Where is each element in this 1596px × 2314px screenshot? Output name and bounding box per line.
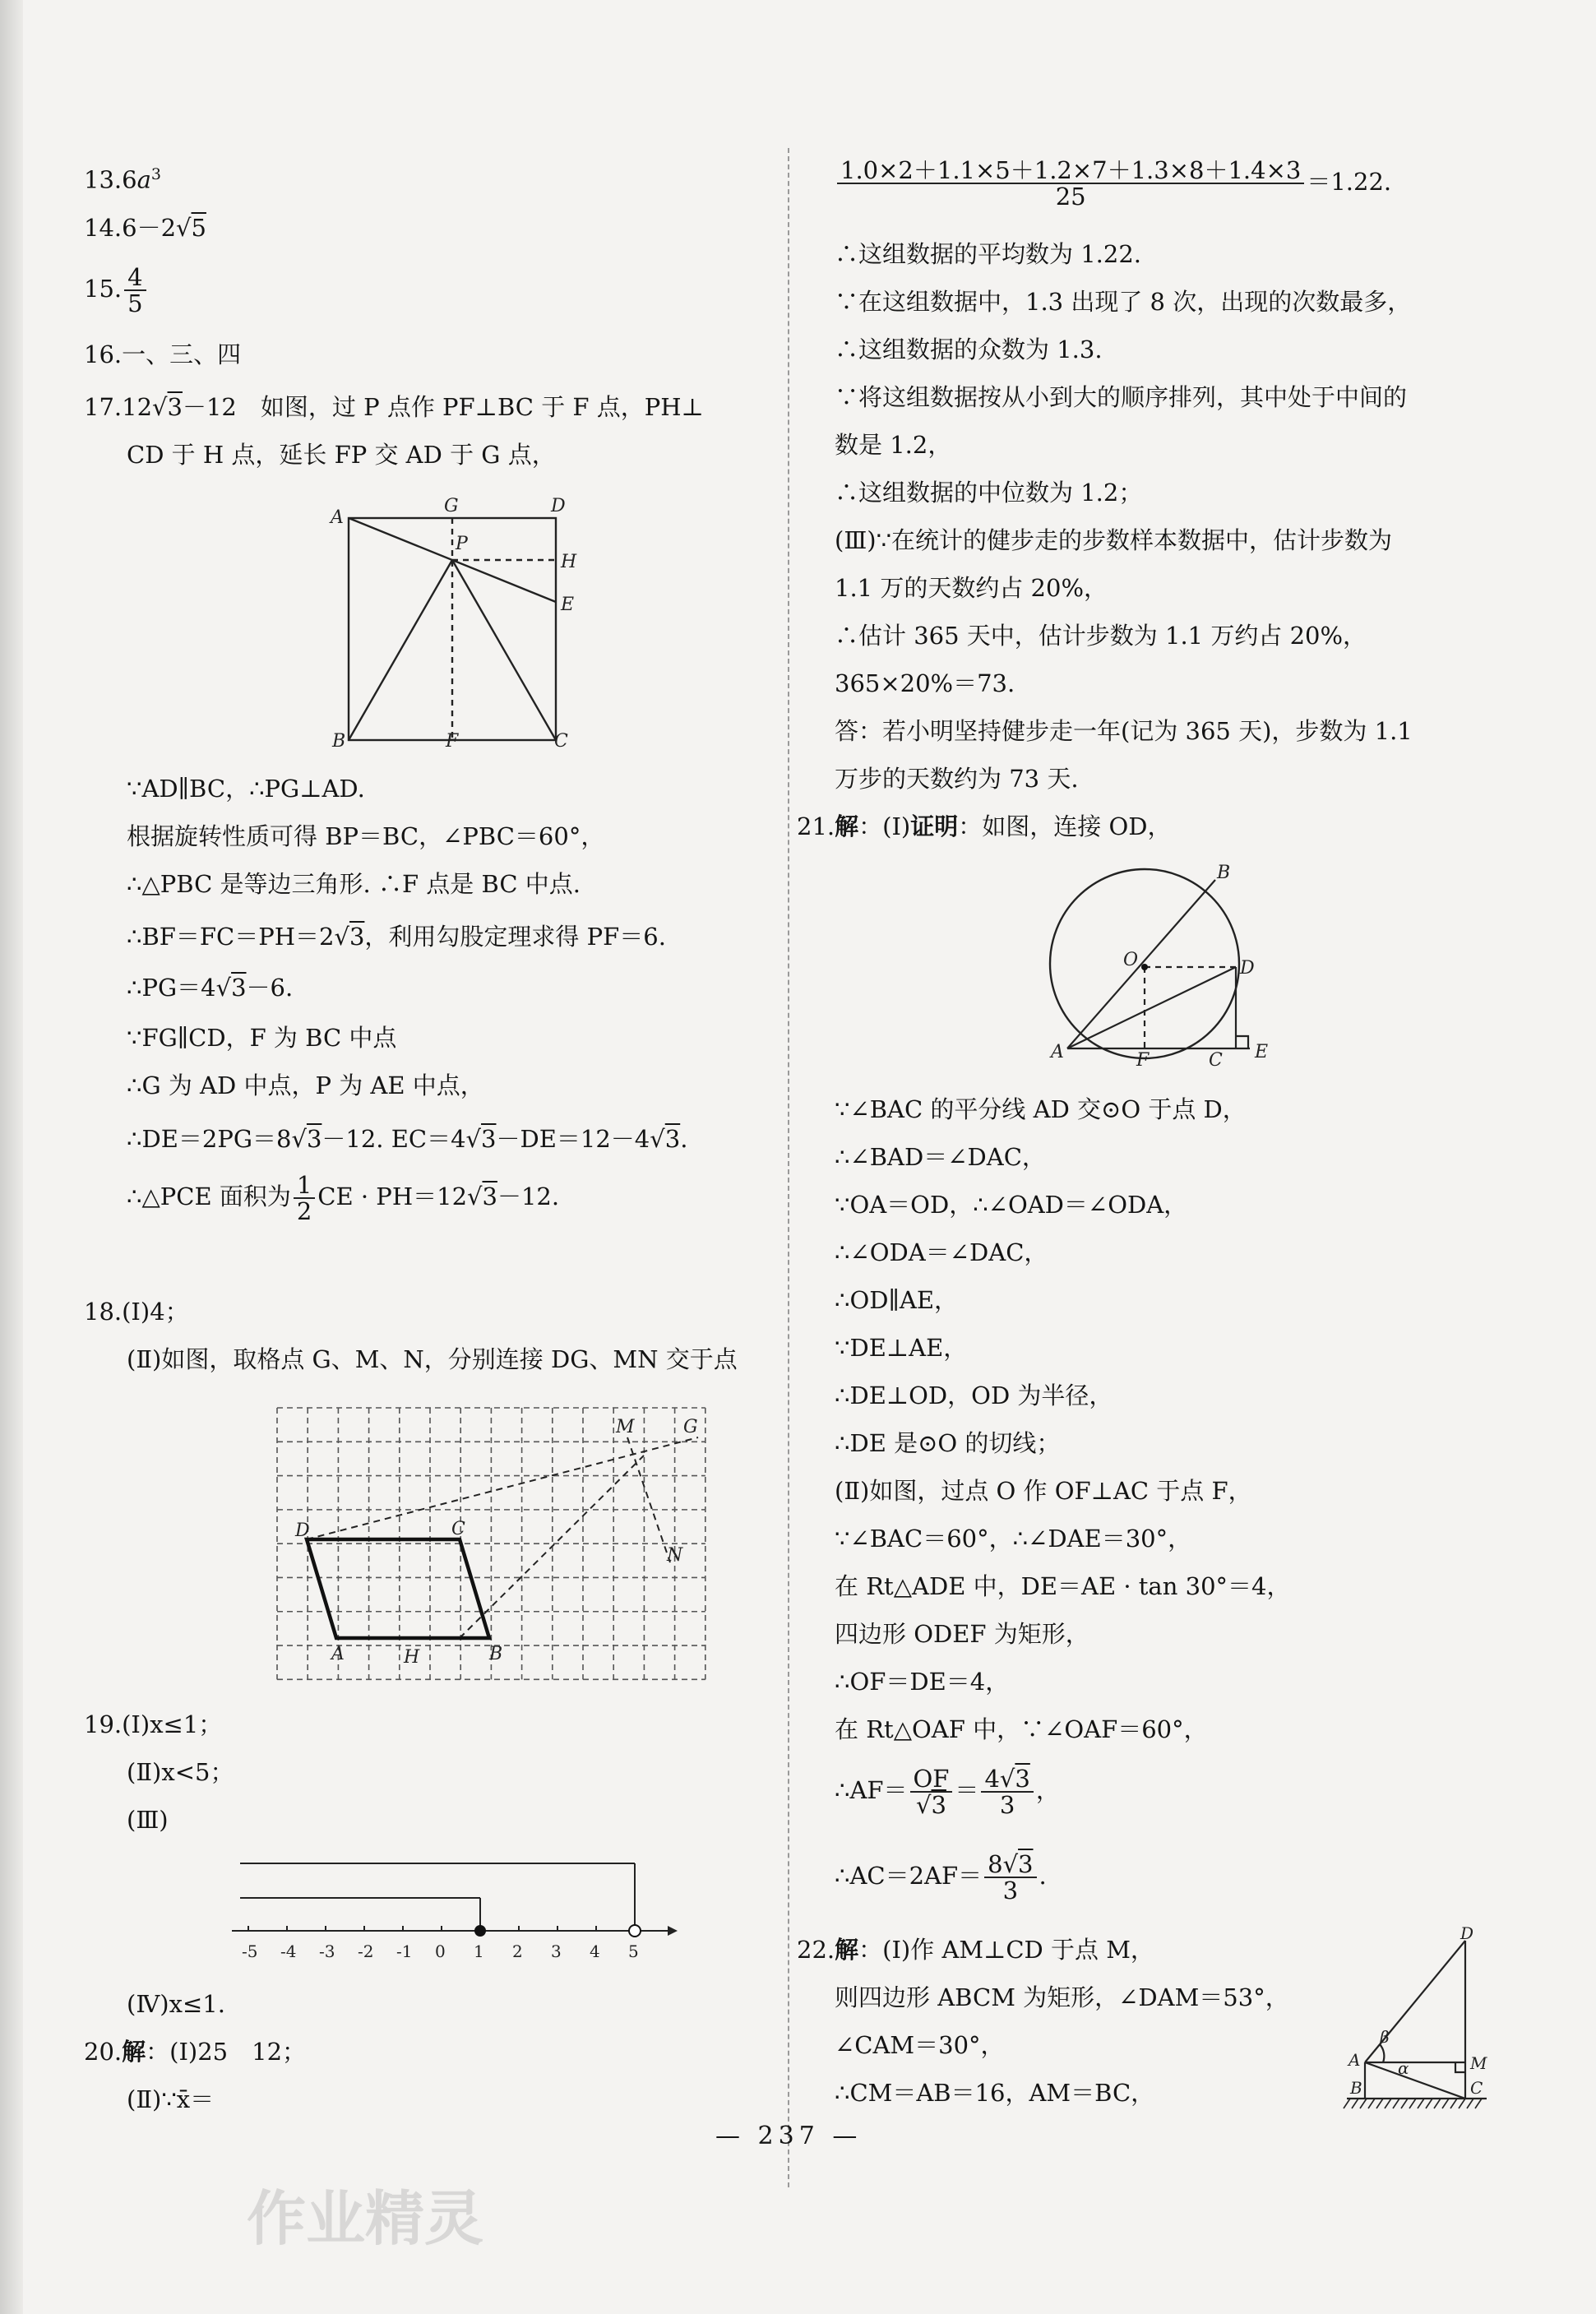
figure-circle [1044,863,1291,1069]
right-line-10: ∴估计 365 天中，估计步数为 1.1 万约占 20%， [835,622,1367,650]
grid-label-C: C [451,1519,465,1539]
circle-label-C: C [1209,1050,1223,1071]
answer-15-fraction [124,265,146,316]
ground-hatch [1442,2099,1449,2108]
af-frac-2-num: 4√3 [981,1766,1033,1793]
figure-grid [277,1408,705,1679]
af-frac-1-den: √3 [916,1791,946,1819]
number-line-tick-label: 4 [590,1941,600,1961]
watermark: 作业精灵 [247,2184,484,2253]
grid-label-H: H [404,1647,420,1668]
answer-21-jie: 解 [835,812,859,840]
answer-21-number: 21. [797,812,835,840]
ground-hatch [1426,2099,1432,2108]
answer-20-number: 20. [84,2038,123,2066]
circle-label-D: D [1240,958,1255,979]
center-dot [1141,964,1148,970]
ac-frac [984,1852,1036,1903]
answer-15-text: 15. [84,275,123,303]
figure-square [331,496,659,752]
number-line-tick-label: 2 [512,1941,523,1961]
answer-21-line-11: ∵∠BAC＝60°，∴∠DAE＝30°， [835,1525,1192,1553]
ground-hatch [1450,2099,1457,2108]
ground-hatch [1360,2099,1367,2108]
answer-17-head-post: －12 如图，过 P 点作 PF⊥BC 于 F 点，PH⊥ [182,393,704,421]
right-line-7: ∴这组数据的中位数为 1.2； [835,479,1143,507]
tower-label-A: A [1349,2050,1361,2070]
segment-PC [452,560,556,740]
number-line [224,1842,758,1965]
ground-hatch [1352,2099,1358,2108]
label-P: P [456,534,468,554]
answer-21-line-16 [835,1766,1060,1817]
label-A: A [331,507,344,528]
answer-18-line-2: (Ⅱ)如图，取格点 G、M、N，分别连接 DG、MN 交于点 [127,1345,738,1373]
answer-17-line-9: ∴G 为 AD 中点，P 为 AE 中点， [127,1071,484,1099]
segment-AC [1365,2062,1465,2099]
ac-frac-coef: 8 [988,1850,1003,1878]
answer-21-line-2: ∵∠BAC 的平分线 AD 交⊙O 于点 D， [835,1095,1247,1123]
answer-21-proof: 证明 [910,812,959,840]
af-frac-1 [910,1766,953,1817]
answer-17-head-rad: 3 [167,393,183,421]
ground-hatch [1475,2099,1482,2108]
ground-hatch [1376,2099,1383,2108]
ground-hatch [1401,2099,1408,2108]
number-line-tick-label: -1 [396,1941,413,1961]
answer-17-l10-r1: 3 [306,1125,322,1153]
right-angle-M [1455,2062,1465,2072]
ac-frac-den: 3 [1002,1877,1019,1904]
answer-21-line-9: ∴DE 是⊙O 的切线； [835,1429,1061,1457]
ground-hatch [1344,2099,1350,2108]
circle-label-B: B [1217,863,1231,883]
number-line-tick-label: 3 [551,1941,562,1961]
answer-13-text: 13.6 [84,165,137,194]
ground-hatch [1393,2099,1399,2108]
answer-21-line-3: ∴∠BAD＝∠DAC， [835,1143,1046,1171]
answer-17-l11-post: －12. [497,1182,560,1210]
answer-17-l11-pre: ∴△PCE 面积为 [127,1182,291,1210]
answer-20-jie: 解 [122,2038,146,2066]
number-line-tick-label: -3 [319,1941,335,1961]
mean-numerator: 1.0×2＋1.1×5＋1.2×7＋1.3×8＋1.4×3 [837,158,1304,184]
answer-21-line-14: ∴OF＝DE＝4， [835,1668,1010,1696]
answer-15 [84,265,149,316]
answer-22-line-4: ∴CM＝AB＝16，AM＝BC， [835,2079,1155,2107]
answer-14-radicand: 5 [191,214,206,242]
grid-label-M: M [616,1417,635,1437]
answer-21-head-post: ：如图，连接 OD， [958,812,1172,840]
af-post: ， [1035,1776,1060,1804]
grid-label-N: N [667,1545,683,1566]
ground-hatch [1418,2099,1424,2108]
right-line-4: ∴这组数据的众数为 1.3. [835,336,1103,363]
answer-22-head-post: ：(Ⅰ)作 AM⊥CD 于点 M， [858,1936,1154,1964]
answer-17-head-pre: 17.12 [84,393,153,421]
right-line-3: ∵在这组数据中，1.3 出现了 8 次，出现的次数最多， [835,288,1412,316]
segment-AD [1067,967,1236,1048]
label-H: H [561,552,577,572]
tower-label-alpha: α [1398,2058,1409,2078]
grid-label-D: D [295,1520,310,1541]
number-line-tick-label: -5 [242,1941,258,1961]
answer-17-l7-rad: 3 [231,974,247,1002]
answer-22-line-3: ∠CAM＝30°， [835,2031,1005,2059]
answer-17-l11-mid: CE · PH＝12 [317,1182,468,1210]
axis-arrow [668,1926,678,1936]
answer-17-l6-post: ，利用勾股定理求得 PF＝6. [364,923,666,951]
af-frac-1-den-rad: 3 [931,1791,946,1819]
answer-19-line-4: (Ⅳ)x≤1. [127,1990,225,2018]
grid-label-G: G [683,1417,698,1437]
answer-17-line-7: ∴PG＝4√3－6. [127,974,294,1002]
answer-17-l11-den: 2 [296,1197,312,1225]
segment-BP [349,560,452,740]
answer-17-l11-frac [294,1173,315,1224]
label-B: B [332,731,346,752]
circle-label-A: A [1051,1042,1064,1062]
answer-17-line-5: ∴△PBC 是等边三角形. ∴F 点是 BC 中点. [127,870,581,898]
ground-hatch [1434,2099,1441,2108]
answer-17-line-4: 根据旋转性质可得 BP＝BC，∠PBC＝60°， [127,822,605,850]
label-F: F [446,731,459,752]
ac-pre: ∴AC＝2AF＝ [835,1862,983,1890]
answer-13 [84,150,161,204]
answer-17-l10-r3: 3 [664,1125,681,1153]
answer-13-exp: 3 [150,165,161,183]
answer-21-line-8: ∴DE⊥OD，OD 为半径， [835,1381,1113,1409]
answer-16: 16.一、三、四 [84,340,242,368]
answer-21-line-10: (Ⅱ)如图，过点 O 作 OF⊥AC 于点 F， [835,1477,1252,1505]
answer-22-jie: 解 [835,1936,859,1964]
mean-fraction [837,158,1304,209]
answer-22-head [797,1926,1154,1974]
label-C: C [554,731,568,752]
answer-17-l10-d: . [680,1125,688,1153]
open-dot-at-5 [629,1925,641,1937]
answer-17-l6-pre: ∴BF＝FC＝PH＝2 [127,923,335,951]
tower-label-M: M [1470,2053,1487,2073]
label-E: E [561,595,575,615]
answer-19-line-1: 19.(Ⅰ)x≤1； [84,1710,223,1738]
right-line-11: 365×20%＝73. [835,669,1015,697]
answer-17-line-10: ∴DE＝2PG＝8√3－12. EC＝4√3－DE＝12－4√3. [127,1125,688,1153]
answer-21-part: ：(Ⅰ) [858,812,911,840]
number-line-tick-label: 1 [474,1941,484,1961]
af-frac-2-den: 3 [999,1791,1015,1819]
circle-label-F: F [1136,1050,1150,1071]
right-line-6: 数是 1.2， [835,431,952,459]
label-D: D [551,496,566,516]
answer-21-line-12: 在 Rt△ADE 中，DE＝AE · tan 30°＝4， [835,1572,1291,1600]
ac-frac-num: 8√3 [984,1852,1036,1878]
answer-22-number: 22. [797,1936,835,1964]
right-angle-E [1236,1036,1248,1048]
segment-AB [1067,880,1215,1048]
right-line-12: 答：若小明坚持健步走一年(记为 365 天)，步数为 1.1 [835,717,1413,745]
tower-label-C: C [1470,2078,1483,2098]
answer-17-line-2: CD 于 H 点，延长 FP 交 AD 于 G 点， [127,441,556,469]
answer-17-l10-r2: 3 [481,1125,497,1153]
right-line-2: ∴这组数据的平均数为 1.22. [835,240,1142,268]
answer-17-line-6: ∴BF＝FC＝PH＝2√3，利用勾股定理求得 PF＝6. [127,923,666,951]
answer-20-line-1 [84,2028,306,2076]
page-edge [0,0,23,2314]
ground-hatch [1368,2099,1375,2108]
answer-17-l10-c: －DE＝12－4 [496,1125,650,1153]
grid-label-A: A [331,1644,345,1664]
answer-21-line-17 [835,1852,1047,1903]
answer-17-l7-post: －6. [246,974,294,1002]
solid-dot-at-1 [474,1925,486,1937]
ground-hatch [1409,2099,1416,2108]
tower-label-beta: β [1380,2027,1390,2047]
answer-22-line-2: 则四边形 ABCM 为矩形，∠DAM＝53°， [835,1983,1289,2011]
af-frac-2 [981,1766,1033,1817]
parallelogram-ABCD [307,1539,489,1638]
ground-hatch [1467,2099,1473,2108]
answer-17-l11-num: 1 [294,1173,315,1199]
ac-frac-rad: 3 [1018,1850,1034,1878]
answer-17-line-11: ∴△PCE 面积为 $\frac{1}{2}$ CE · PH＝12√3－12. [127,1171,560,1225]
answer-20-part1: ：(Ⅰ)25 12； [146,2038,307,2066]
answer-21-head [797,803,1172,850]
af-frac-2-rad: 3 [1015,1765,1030,1793]
number-line-tick-label: 5 [628,1941,639,1961]
answer-17-head: 17.12√3－12 如图，过 P 点作 PF⊥BC 于 F 点，PH⊥ [84,393,704,421]
tower-label-D: D [1460,1923,1474,1943]
answer-21-line-6: ∴OD∥AE， [835,1286,958,1314]
answer-17-line-3: ∵AD∥BC，∴PG⊥AD. [127,775,365,803]
circle-label-E: E [1255,1042,1269,1062]
answer-17-l7-pre: ∴PG＝4 [127,974,216,1002]
answer-17-l11-rad: 3 [482,1182,497,1210]
answer-17-l6-rad: 3 [349,923,365,951]
right-line-13: 万步的天数约为 73 天. [835,765,1079,793]
answer-15-den: 5 [127,289,143,317]
right-line-8: (Ⅲ)∵在统计的健步走的步数样本数据中，估计步数为 [835,526,1393,554]
af-pre: ∴AF＝ [835,1776,908,1804]
answer-13-var: a [136,165,151,194]
mean-denominator: 25 [1055,183,1086,211]
number-line-tick-label: -4 [280,1941,297,1961]
column-divider [788,148,789,2187]
tower-label-B: B [1350,2078,1362,2098]
answer-21-line-7: ∵DE⊥AE， [835,1334,968,1362]
grid-label-B: B [489,1644,503,1664]
ground-hatch [1459,2099,1465,2108]
ground-hatch [1385,2099,1391,2108]
answer-19-line-3: (Ⅲ) [127,1806,169,1834]
angle-arc [1380,2044,1384,2062]
mean-result: ＝1.22. [1307,168,1392,196]
circle-label-O: O [1123,950,1139,970]
segment-DG [307,1437,698,1539]
answer-21-line-13: 四边形 ODEF 为矩形， [835,1620,1089,1648]
answer-17-l10-b: －12. EC＝4 [322,1125,466,1153]
answer-21-line-15: 在 Rt△OAF 中，∵∠OAF＝60°， [835,1715,1208,1743]
ac-post: . [1039,1862,1047,1890]
answer-18-line-1: 18.(Ⅰ)4； [84,1298,189,1326]
right-line-9: 1.1 万的天数约占 20%， [835,574,1108,602]
af-frac-1-num: OF [910,1766,953,1793]
page-number-value: 237 [757,2122,820,2150]
answer-17-l10-a: ∴DE＝2PG＝8 [127,1125,292,1153]
answer-21-line-5: ∴∠ODA＝∠DAC， [835,1238,1048,1266]
page-number: — 237 — [715,2122,863,2150]
label-G: G [444,496,459,516]
answer-19-line-2: (Ⅱ)x<5； [127,1758,234,1786]
af-frac-2-coef: 4 [984,1765,1000,1793]
figure-tower [1340,1923,1505,2117]
right-line-5: ∵将这组数据按从小到大的顺序排列，其中处于中间的 [835,383,1408,411]
answer-21-line-4: ∵OA＝OD，∴∠OAD＝∠ODA， [835,1191,1188,1219]
af-equals: ＝ [955,1776,979,1804]
number-line-tick-label: -2 [358,1941,374,1961]
answer-17-line-8: ∵FG∥CD，F 为 BC 中点 [127,1024,397,1052]
mean-formula [835,158,1391,209]
answer-14: 14.6－2√5 [84,214,206,242]
number-line-tick-label: 0 [435,1941,446,1961]
answer-15-num: 4 [124,265,146,291]
answer-20-line-2: (Ⅱ)∵x̄＝ [127,2085,215,2113]
answer-14-text: 14.6－2 [84,214,177,242]
